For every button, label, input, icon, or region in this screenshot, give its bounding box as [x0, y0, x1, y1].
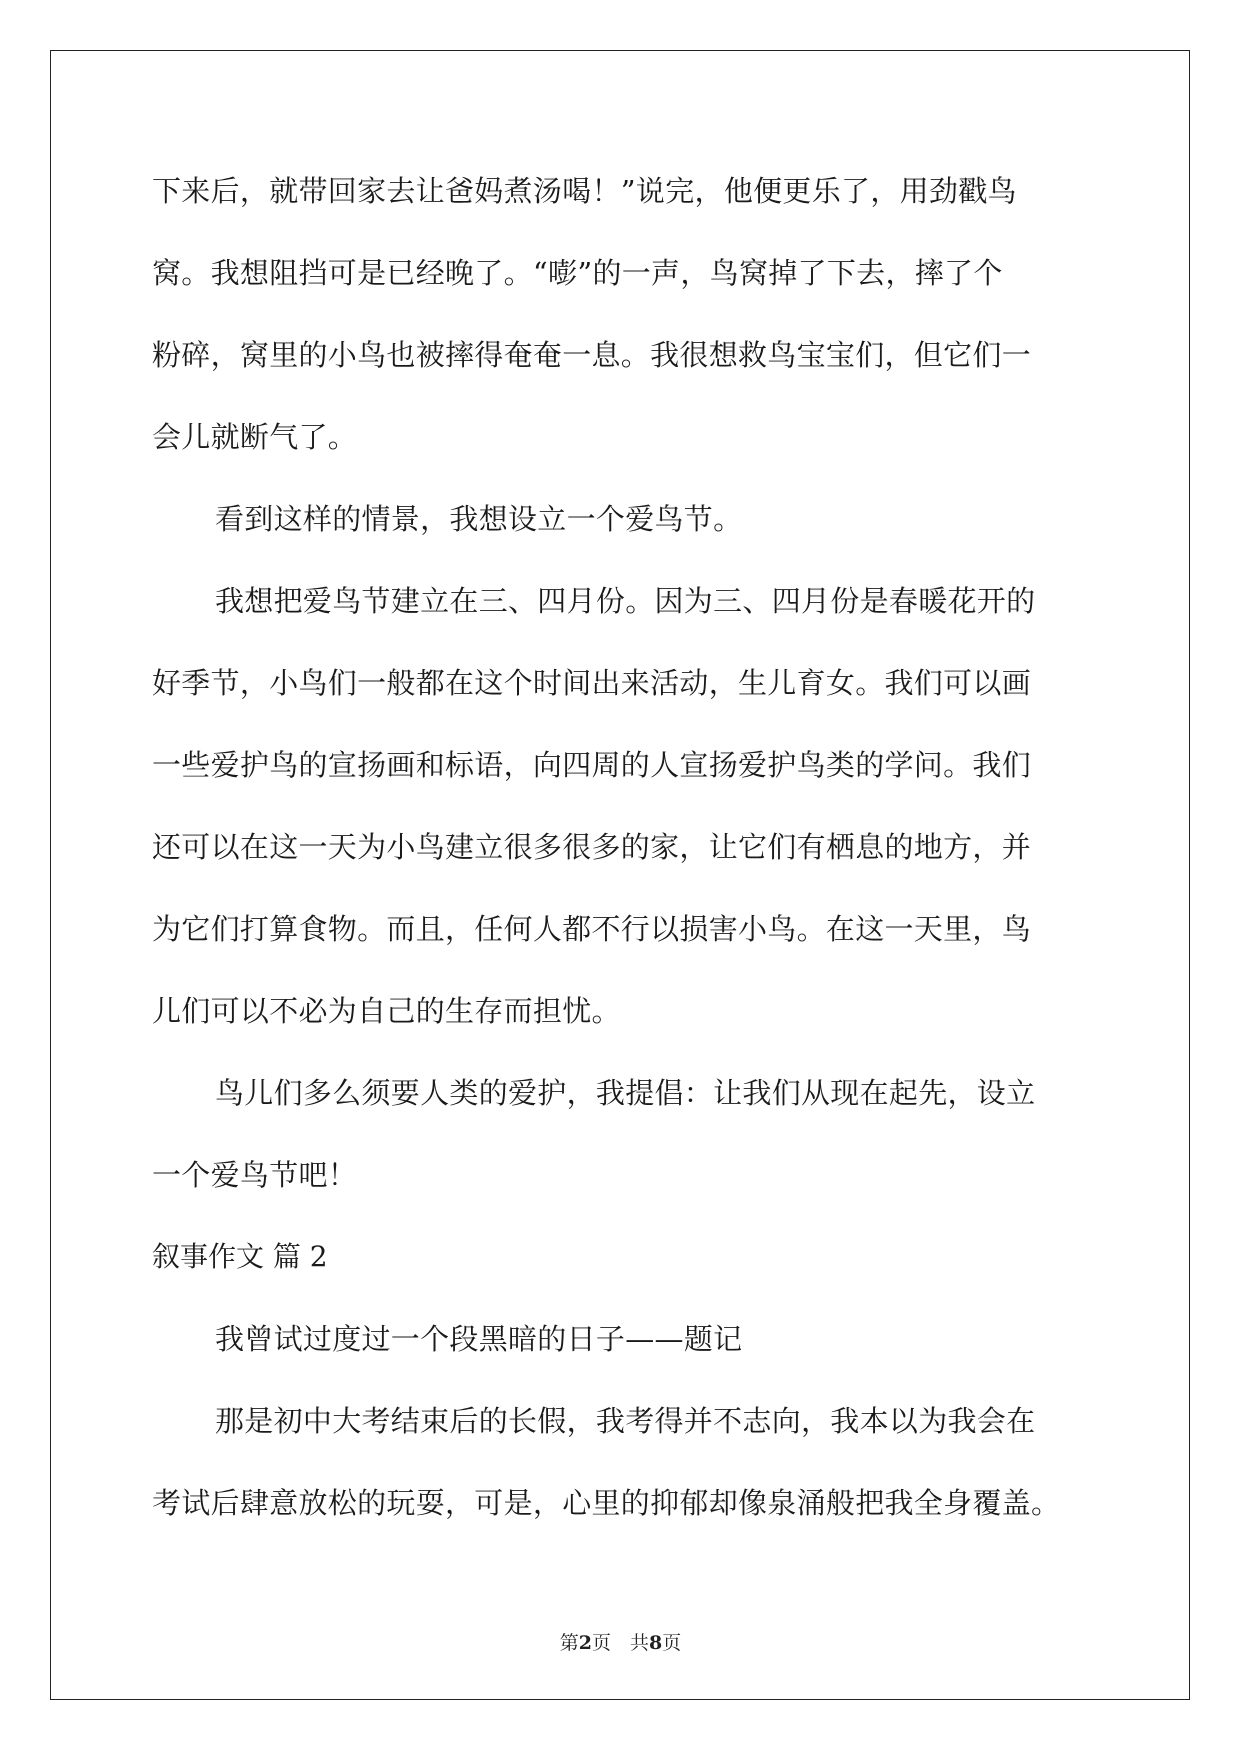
page-total: 8: [649, 1632, 663, 1654]
paragraph-line: 一个爱鸟节吧！: [152, 1158, 358, 1192]
paragraph-line: 会儿就断气了。: [152, 420, 358, 454]
paragraph-line: 儿们可以不必为自己的生存而担忧。: [152, 994, 621, 1028]
page-current: 2: [578, 1632, 592, 1654]
page-number-footer: [0, 1628, 1241, 1655]
page-suffix: 页: [662, 1632, 682, 1654]
paragraph-line: 一些爱护鸟的宣扬画和标语，向四周的人宣扬爱护鸟类的学问。我们: [152, 748, 1032, 782]
paragraph-line: 我想把爱鸟节建立在三、四月份。因为三、四月份是春暖花开的: [215, 584, 1036, 618]
section-heading: 叙事作文 篇 2: [152, 1240, 328, 1273]
paragraph-line: 窝。我想阻挡可是已经晚了。“嘭”的一声，鸟窝掉了下去，摔了个: [152, 256, 1003, 290]
document-body: [152, 156, 1092, 1550]
paragraph-line: 鸟儿们多么须要人类的爱护，我提倡：让我们从现在起先，设立: [215, 1076, 1036, 1110]
paragraph-line: 为它们打算食物。而且，任何人都不行以损害小鸟。在这一天里，鸟: [152, 912, 1032, 946]
paragraph-line: 下来后，就带回家去让爸妈煮汤喝！”说完，他便更乐了，用劲戳鸟: [152, 174, 1017, 208]
paragraph-line: 粉碎，窝里的小鸟也被摔得奄奄一息。我很想救鸟宝宝们，但它们一: [152, 338, 1032, 372]
epigraph-line: 我曾试过度过一个段黑暗的日子——题记: [215, 1322, 743, 1356]
paragraph-line: 考试后肆意放松的玩耍，可是，心里的抑郁却像泉涌般把我全身覆盖。: [152, 1486, 1061, 1520]
page-prefix: 第: [559, 1632, 579, 1654]
paragraph-line: 那是初中大考结束后的长假，我考得并不志向，我本以为我会在: [215, 1404, 1036, 1438]
paragraph-line: 还可以在这一天为小鸟建立很多很多的家，让它们有栖息的地方，并: [152, 830, 1032, 864]
page-mid: 页 共: [591, 1632, 649, 1654]
paragraph-line: 看到这样的情景，我想设立一个爱鸟节。: [215, 502, 743, 536]
paragraph-line: 好季节，小鸟们一般都在这个时间出来活动，生儿育女。我们可以画: [152, 666, 1032, 700]
